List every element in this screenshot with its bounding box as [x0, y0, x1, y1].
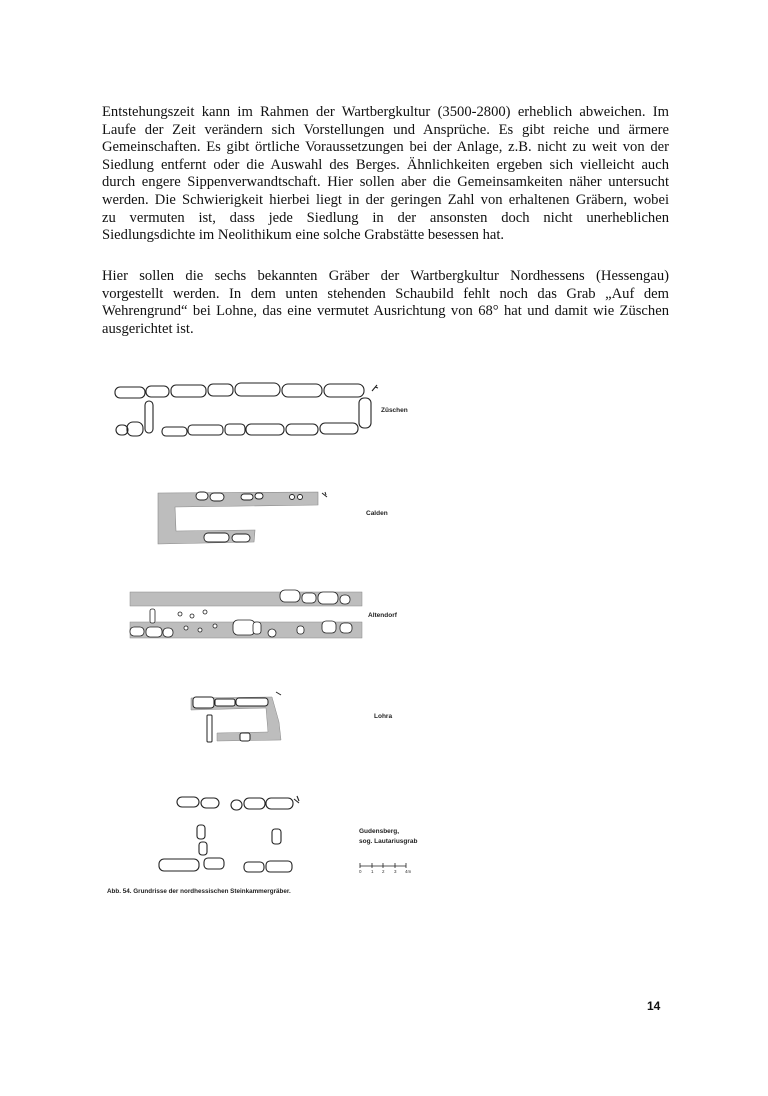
site-label-lautariusgrab: sog. Lautariusgrab: [359, 838, 418, 845]
gudensberg-plan: [159, 796, 299, 872]
site-label-gudensberg: Gudensberg,: [359, 828, 400, 835]
scale-tick-3: 3: [394, 869, 397, 874]
scale-tick-1: 1: [371, 869, 374, 874]
zueschen-plan: [115, 383, 378, 436]
paragraph1_lines-line: Siedlung entfernt oder die Auswahl des Berges. Ähnlichkeiten ergeben sich vielleicht auch: [102, 156, 669, 173]
figure-caption: Abb. 54. Grundrisse der nordhessischen Steinkammergräber.: [107, 888, 291, 895]
altendorf-plan: [130, 590, 362, 638]
paragraph1_lines-line: durch engere Sippenverwandtschaft. Hier sollen aber die Gemeinsamkeiten näher untersucht: [102, 174, 669, 191]
paragraph1_lines-line: Laufe der Zeit verändern sich Vorstellungen und Ansprüche. Es gibt reiche und ärmere: [102, 121, 669, 138]
calden-plan: [158, 492, 327, 544]
site-label-lohra: Lohra: [374, 713, 393, 720]
paragraph2_lines-line: vorgestellt werden. In dem unten stehenden Schaubild fehlt noch das Grab „Auf dem: [102, 285, 669, 302]
scale-tick-2: 2: [382, 869, 385, 874]
paragraph1_lines-line: zu vermuten ist, dass jede Siedlung in der ansonsten doch nicht unerheblichen: [102, 209, 669, 226]
paragraph1_lines-line: werden. Die Schwierigkeit hierbei liegt in der geringen Zahl von erhaltenen Gräbern, wobei: [102, 191, 669, 208]
site-label-zueschen: Züschen: [381, 407, 408, 414]
paragraph2_lines-line: Wehrengrund“ bei Lohne, das eine vermutet Ausrichtung von 68° hat und damit wie Züschen: [102, 303, 669, 320]
page-number: 14: [647, 999, 661, 1013]
scale-tick-4m: 4m: [405, 869, 412, 874]
scale-tick-0: 0: [359, 869, 362, 874]
paragraph1_lines-line: Siedlungsdichte im Neolithikum eine solche Grabstätte besessen hat.: [102, 227, 505, 244]
paragraph2_lines-line: ausgerichtet ist.: [102, 320, 194, 337]
lohra-plan: [191, 692, 281, 742]
paragraph1_lines-line: Gemeinschaften. Es gibt örtliche Voraussetzungen bei der Anlage, z.B. nicht zu weit von der: [102, 139, 669, 156]
site-label-altendorf: Altendorf: [368, 612, 397, 619]
paragraph2_lines-line: Hier sollen die sechs bekannten Gräber der Wartbergkultur Nordhessens (Hessengau): [102, 268, 669, 284]
scale-bar: [360, 863, 406, 868]
site-label-calden: Calden: [366, 510, 388, 517]
paragraph1_lines-line: Entstehungszeit kann im Rahmen der Wartbergkultur (3500-2800) erheblich abweichen. Im: [102, 104, 669, 120]
